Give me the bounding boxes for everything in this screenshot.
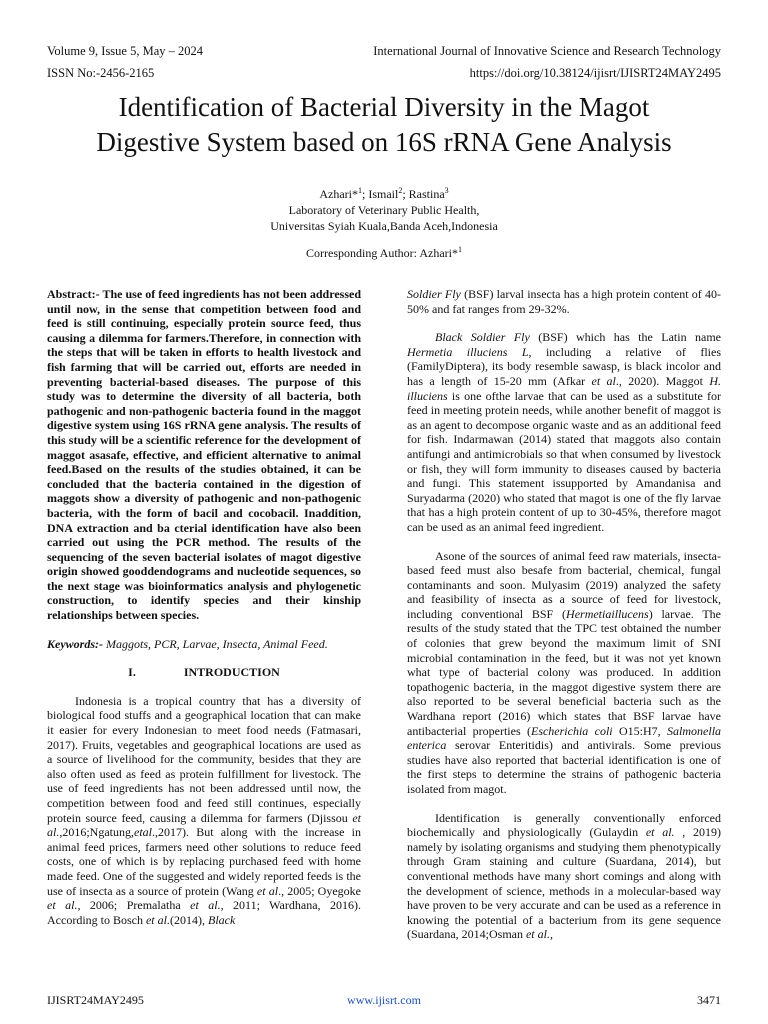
paper-title (0, 90, 768, 160)
right-paragraph-1: Black Soldier Fly (BSF) which has the Latin name Hermetia illuciens L, including a relative of flies (FamilyDiptera), its body resemble sawasp, is black incolor and has a length of 15-20 mm (Afkar et al., 2020). Maggot H. illuciens is one ofthe larvae that can be used as a substitute for feed in meeting protein needs, while another benefit of maggot is as an agent to decompose organic waste and as an additional feed for fish. Indarmawan (2014) stated that maggots also contain antifungi and antimicrobials so that when consumed by livestock or fish, they will form immunity to diseases caused by bacteria and fungi. This statement issupported by Amandanisa and Suryadarma (2020) who stated that magot is one of the fly larvae that has a high protein content of up to 30-45%, therefore magot can be used as an animal feed ingredient. (407, 330, 722, 534)
right-paragraph-0: Soldier Fly (BSF) larval insecta has a high protein content of 40-50% and fat ranges from 29-32%. (407, 287, 721, 316)
title-line-1: Identification of Bacterial Diversity in the Magot (118, 92, 650, 122)
intro-paragraph-1: Indonesia is a tropical country that has a diversity of biological food stuffs and a geographical location that can make it easier for every Indonesian to meet food needs (Fatmasari, 2017). Fruits, vegetables and geographical locations are used as a source of livelihood for the community, besides that they are also often used as feed as protein fulfillment for livestock. The use of feed ingredients has not been addressed until now, the competition between food and feed still continues, especially protein source feed, causing a dilemma for farmers (Djissou et al.,2016;Ngatung,etal.,2017). But along with the increase in animal feed prices, farmers need other solutions to reduce feed costs, one of which is by replacing purchased feed with home made feed. One of the suggested and widely reported feeds is the use of insecta as a source of protein (Wang et al., 2005; Oyegoke et al., 2006; Premalatha et al., 2011; Wardhana, 2016). According to Bosch et al.(2014), Black (47, 693, 362, 927)
footer-website (0, 993, 768, 1008)
issn: ISSN No:-2456-2165 (47, 66, 155, 80)
page-number: 3471 (697, 993, 721, 1007)
volume-issue: Volume 9, Issue 5, May – 2024 (47, 44, 204, 58)
title-line-2: Digestive System based on 16S rRNA Gene Analysis (96, 127, 672, 157)
doi-link[interactable]: https://doi.org/10.38124/ijisrt/IJISRT24MAY2495 (469, 66, 721, 80)
right-paragraph-3: Identification is generally conventionally enforced biochemically and physiologically (Gulaydin et al. , 2019) namely by isolating organisms and studying them phenotypically through Gram staining and culture (Suardana, 2014), but conventional methods have many short comings and along with the development of science, methods in a molecular-based way have proven to be very accurate and can be used as a reference in knowing the potential of a bacterium from its gene sequence (Suardana, 2014;Osman et al., (407, 810, 722, 942)
abstract: Abstract:- The use of feed ingredients has not been addressed until now, in the sense that competition between food and feed is still continuing, especially protein source feed, thus causing a dilemma for farmers.Therefore, in connection with the steps that will be taken in efforts to health livestock and fish farming that will be carried out, efforts are needed in preventing bacterial-based diseases. The purpose of this study was to determine the diversity of all bacteria, both pathogenic and non-pathogenic bacteria found in the maggot digestive system using 16S rRNA gene analysis. The results of this study will be a scientific reference for the development of maggot asasafe, effective, and efficient alternative to animal feed.Based on the results of the studies obtained, it can be concluded that the bacteria contained in the digestion of maggots show a diversity of pathogenic and non-pathogenic bacteria, with the form of bacil and cocobacil. Inaddition, DNA extraction and ba cterial identification have also been carried out using the PCR method. The results of the sequencing of the seven bacterial isolates of magot digestive origin showed gooddendograms and nucleotide sequences, so the next stage was bioinformatics analysis and phylogenetic construction, to identify species and their kinship relationships between species. (47, 287, 361, 623)
author-list: Azhari*$^1$; Ismail$^2$; Rastina$^3$ (319, 186, 449, 201)
left-column (47, 287, 361, 927)
website-link[interactable]: www.ijisrt.com (347, 993, 421, 1007)
journal-name: International Journal of Innovative Science and Research Technology (373, 44, 721, 58)
footer-id: IJISRT24MAY2495 (47, 993, 144, 1007)
right-paragraph-2: Asone of the sources of animal feed raw materials, insecta-based feed must also besafe from bacterial, chemical, fungal contaminants and soon. Mulyasim (2019) analyzed the safety and feasibility of insecta as a source of feed for livestock, including conventional BSF (Hermetiaillucens) larvae. The results of the study stated that the TPC test obtained the number of colonies that grew beyond the maximum limit of SNI microbial contamination in the feed, but it was not yet known what type of bacterial colony was produced. In addition topathogenic bacteria, in the maggot digestive system there are also reported to be several beneficial bacteria such as the Wardhana report (2016) which states that BSF larvae have antibacterial properties (Escherichia coli O15:H7, Salmonella enterica serovar Enteritidis) and antivirals. Some previous studies have also reported that bacterial identification is one of the first steps to determine the strains of pathogenic bacteria isolated from magot. (407, 548, 722, 796)
author-block (0, 186, 768, 234)
right-column (407, 287, 721, 942)
affiliation-lab: Laboratory of Veterinary Public Health, (288, 203, 480, 217)
section-heading-introduction: I. INTRODUCTION (128, 665, 280, 680)
affiliation-university: Universitas Syiah Kuala,Banda Aceh,Indonesia (270, 219, 498, 233)
keywords: Keywords:- Maggots, PCR, Larvae, Insecta, Animal Feed. (47, 636, 328, 651)
corresponding-author: Corresponding Author: Azhari*$^1$ (306, 245, 462, 260)
